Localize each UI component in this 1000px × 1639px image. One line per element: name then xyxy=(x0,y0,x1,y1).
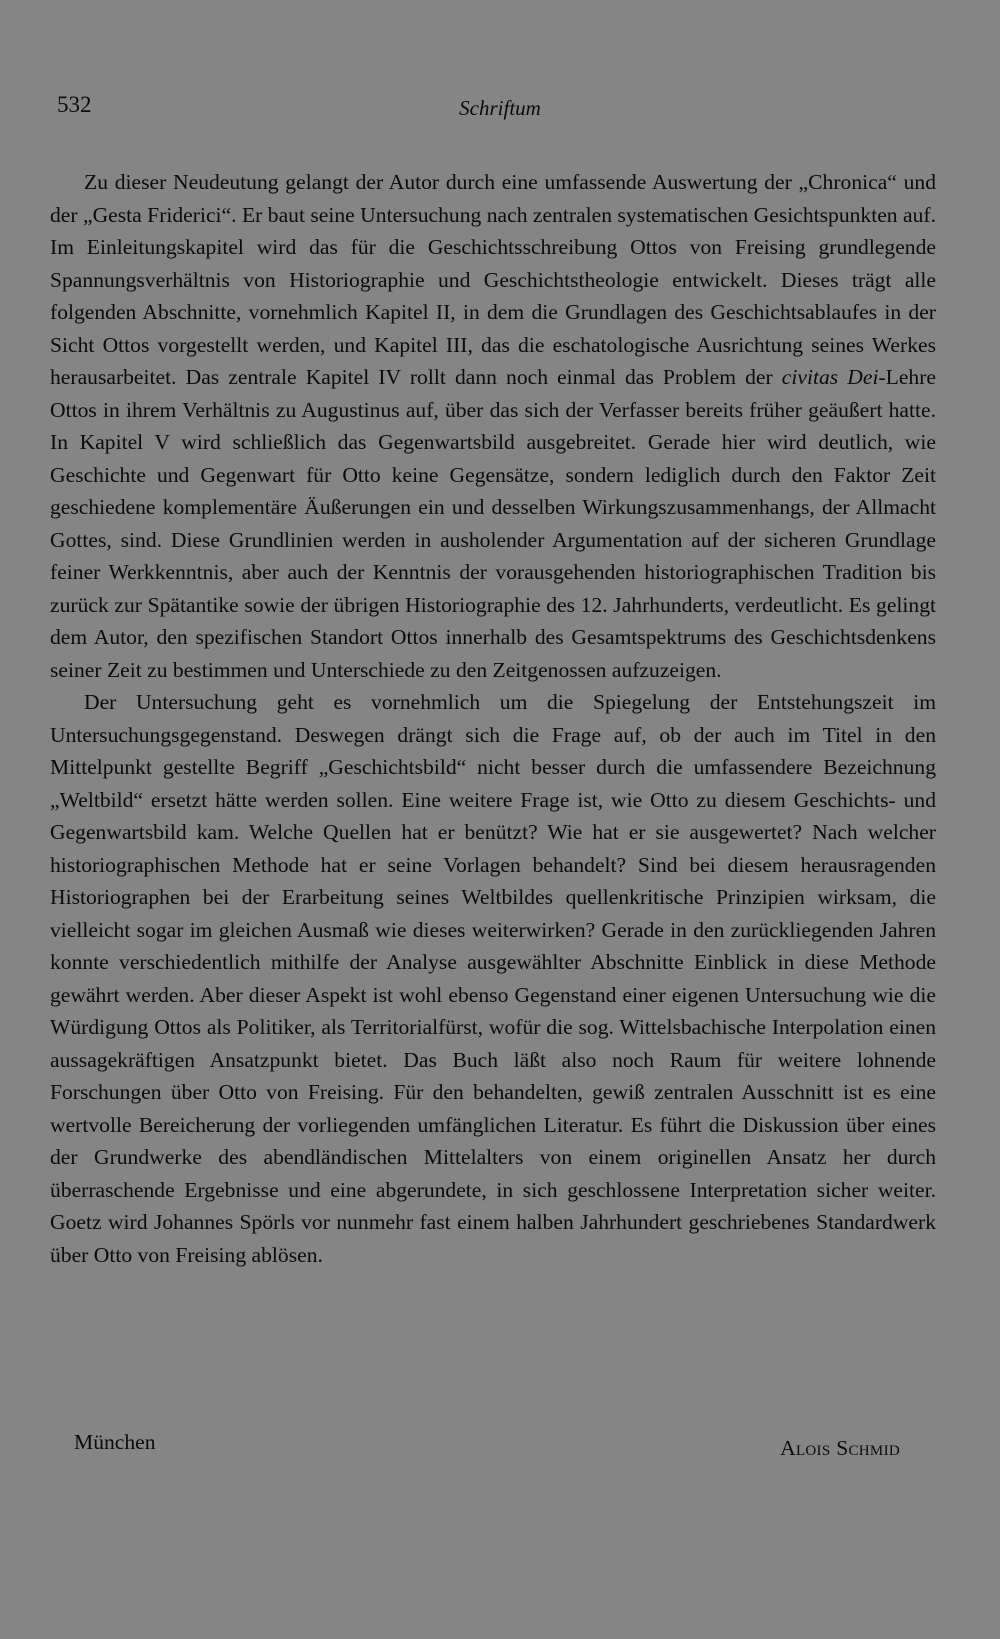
paragraph-1-text-b: -Lehre Ottos in ihrem Verhältnis zu Augustinus auf, über das sich der Verfasser bereits früher geäußert hatte. In Kapitel V wird schließlich das Gegenwartsbild ausgebreitet. Gerade hier wird deutlich, wie Geschichte und Gegenwart für Otto keine Gegensätze, sondern lediglich durch den Faktor Zeit geschiedene komplementäre Äußerungen ein und desselben Wirkungszusammenhangs, der Allmacht Gottes, sind. Diese Grundlinien werden in ausholender Argumentation auf der sicheren Grundlage feiner Werkkenntnis, aber auch der Kenntnis der vorausgehenden historiographischen Tradition bis zurück zur Spätantike sowie der übrigen Historiographie des 12. Jahrhunderts, verdeutlicht. Es gelingt dem Autor, den spezifischen Standort Ottos innerhalb des Gesamtspektrums des Geschichtsdenkens seiner Zeit zu bestimmen und Unterschiede zu den Zeitgenossen aufzuzeigen. xyxy=(50,365,936,682)
paragraph-1-text-a: Zu dieser Neudeutung gelangt der Autor durch eine umfassende Auswertung der „Chronica“ und der „Gesta Friderici“. Er baut seine Untersuchung nach zentralen systematischen Gesichtspunkten auf. Im Einleitungskapitel wird das für die Geschichtsschreibung Ottos von Freising grundlegende Spannungsverhältnis von Historiographie und Geschichtstheologie entwickelt. Dieses trägt alle folgenden Abschnitte, vornehmlich Kapitel II, in dem die Grundlagen des Geschichtsablaufes in der Sicht Ottos vorgestellt werden, und Kapitel III, das die eschatologische Ausrichtung seines Werkes herausarbeitet. Das zentrale Kapitel IV rollt dann noch einmal das Problem der xyxy=(50,170,936,389)
review-body xyxy=(50,166,936,1271)
signoff-author: Alois Schmid xyxy=(780,1436,900,1460)
page-number: 532 xyxy=(57,92,92,117)
signoff-place: München xyxy=(74,1430,156,1454)
paragraph-1-italic-term: civitas Dei xyxy=(781,365,879,389)
paragraph-2: Der Untersuchung geht es vornehmlich um die Spiegelung der Entstehungszeit im Untersuchungsgegenstand. Deswegen drängt sich die Frage auf, ob der auch im Titel in den Mittelpunkt gestellte Begriff „Geschichtsbild“ nicht besser durch die umfassendere Bezeichnung „Weltbild“ ersetzt hätte werden sollen. Eine weitere Frage ist, wie Otto zu diesem Geschichts- und Gegenwartsbild kam. Welche Quellen hat er benützt? Wie hat er sie ausgewertet? Nach welcher historiographischen Methode hat er seine Vorlagen behandelt? Sind bei diesem herausragenden Historiographen bei der Erarbeitung seines Weltbildes quellenkritische Prinzipien wirksam, die vielleicht sogar im gleichen Ausmaß wie dieses weiterwirken? Gerade in den zurückliegenden Jahren konnte verschiedentlich mithilfe der Analyse ausgewählter Abschnitte Einblick in diese Methode gewährt werden. Aber dieser Aspekt ist wohl ebenso Gegenstand einer eigenen Untersuchung wie die Würdigung Ottos als Politiker, als Territorialfürst, wofür die sog. Wittelsbachische Interpolation einen aussagekräftigen Ansatzpunkt bietet. Das Buch läßt also noch Raum für weitere lohnende Forschungen über Otto von Freising. Für den behandelten, gewiß zentralen Ausschnitt ist es eine wertvolle Bereicherung der vorliegenden umfänglichen Literatur. Es führt die Diskussion über eines der Grundwerke des abendländischen Mittelalters von einem originellen Ansatz her durch überraschende Ergebnisse und eine abgerundete, in sich geschlossene Interpretation sicher weiter. Goetz wird Johannes Spörls vor nunmehr fast einem halben Jahrhundert geschriebenes Standardwerk über Otto von Freising ablösen. xyxy=(50,690,936,1267)
paragraph-1 xyxy=(50,166,936,686)
running-title: Schriftum xyxy=(459,96,541,120)
